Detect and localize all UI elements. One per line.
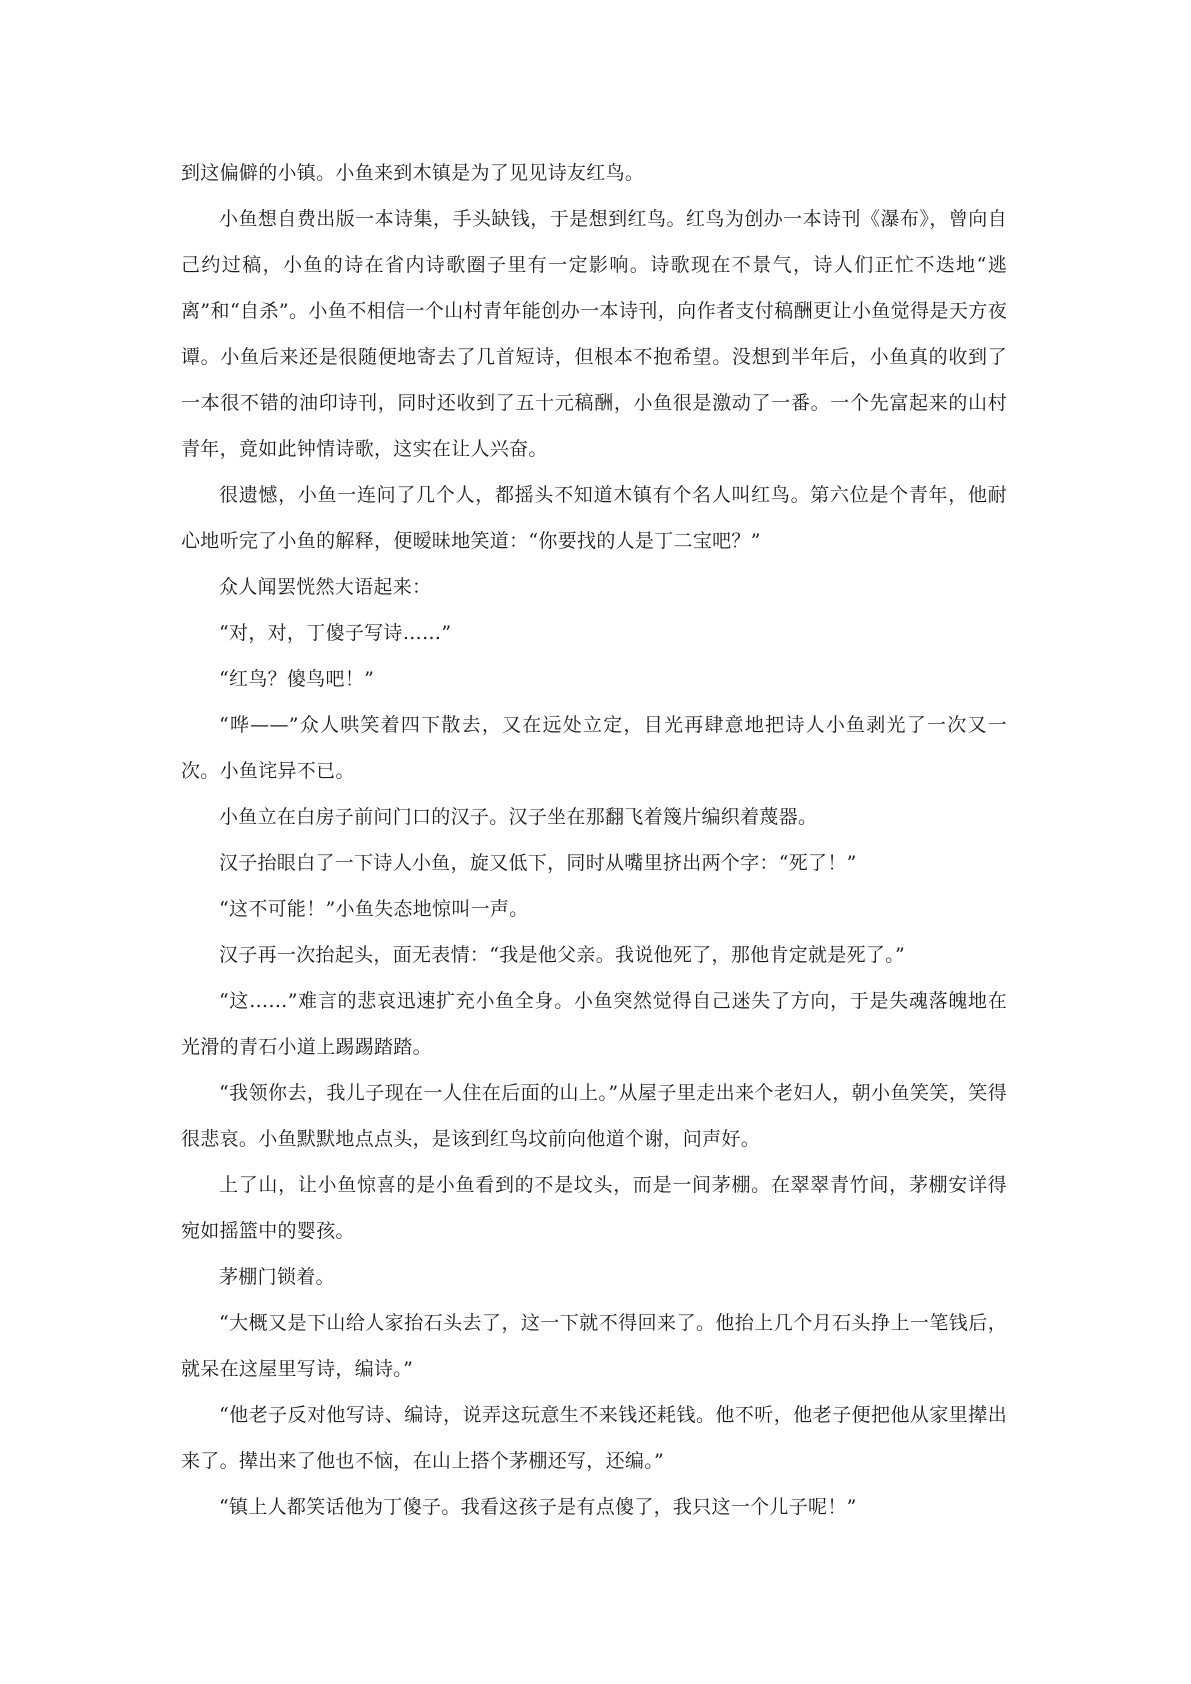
paragraph: 汉子抬眼白了一下诗人小鱼，旋又低下，同时从嘴里挤出两个字：“死了！” [219, 852, 857, 874]
paragraph: “他老子反对他写诗、编诗，说弄这玩意生不来钱还耗钱。他不听，他老子便把他从家里撵出来了。撵出来了他也不恼，在山上搭个茅棚还写，还编。” [181, 1404, 1007, 1472]
paragraph: 小鱼想自费出版一本诗集，手头缺钱，于是想到红鸟。红鸟为创办一本诗刊《瀑布》，曾向自己约过稿，小鱼的诗在省内诗歌圈子里有一定影响。诗歌现在不景气，诗人们正忙不迭地“逃离”和“自杀”。小鱼不相信一个山村青年能创办一本诗刊，向作者支付稿酬更让小鱼觉得是天方夜谭。小鱼后来还是很随便地寄去了几首短诗，但根本不抱希望。没想到半年后，小鱼真的收到了一本很不错的油印诗刊，同时还收到了五十元稿酬，小鱼很是激动了一番。一个先富起来的山村青年，竟如此钟情诗歌，这实在让人兴奋。 [181, 208, 1007, 460]
paragraph: “这……”难言的悲哀迅速扩充小鱼全身。小鱼突然觉得自己迷失了方向，于是失魂落魄地在光滑的青石小道上踢踢踏踏。 [181, 990, 1007, 1058]
paragraph: 到这偏僻的小镇。小鱼来到木镇是为了见见诗友红鸟。 [181, 162, 645, 184]
paragraph: 众人闻罢恍然大语起来： [219, 576, 432, 598]
paragraph: “这不可能！”小鱼失态地惊叫一声。 [219, 898, 529, 920]
paragraph: 很遗憾，小鱼一连问了几个人，都摇头不知道木镇有个名人叫红鸟。第六位是个青年，他耐心地听完了小鱼的解释，便暧昧地笑道：“你要找的人是丁二宝吧？” [181, 484, 1007, 552]
paragraph: 茅棚门锁着。 [219, 1266, 335, 1288]
paragraph: “镇上人都笑话他为丁傻子。我看这孩子是有点傻了，我只这一个儿子呢！” [219, 1496, 857, 1518]
paragraph: “我领你去，我儿子现在一人住在后面的山上。”从屋子里走出来个老妇人，朝小鱼笑笑，笑得很悲哀。小鱼默默地点点头，是该到红鸟坟前向他道个谢，问声好。 [181, 1082, 1007, 1150]
paragraph: “大概又是下山给人家抬石头去了，这一下就不得回来了。他抬上几个月石头挣上一笔钱后，就呆在这屋里写诗，编诗。” [181, 1312, 1007, 1380]
paragraph: “对，对，丁傻子写诗……” [219, 622, 452, 644]
story-text [181, 150, 1007, 1530]
paragraph: 小鱼立在白房子前问门口的汉子。汉子坐在那翻飞着篾片编织着蔑器。 [219, 806, 818, 828]
paragraph: “哗——”众人哄笑着四下散去，又在远处立定，目光再肆意地把诗人小鱼剥光了一次又一次。小鱼诧异不已。 [181, 714, 1007, 782]
paragraph: 上了山，让小鱼惊喜的是小鱼看到的不是坟头，而是一间茅棚。在翠翠青竹间，茅棚安详得宛如摇篮中的婴孩。 [181, 1174, 1007, 1242]
paragraph: “红鸟？傻鸟吧！” [219, 668, 375, 690]
paragraph: 汉子再一次抬起头，面无表情：“我是他父亲。我说他死了，那他肯定就是死了。” [219, 944, 906, 966]
